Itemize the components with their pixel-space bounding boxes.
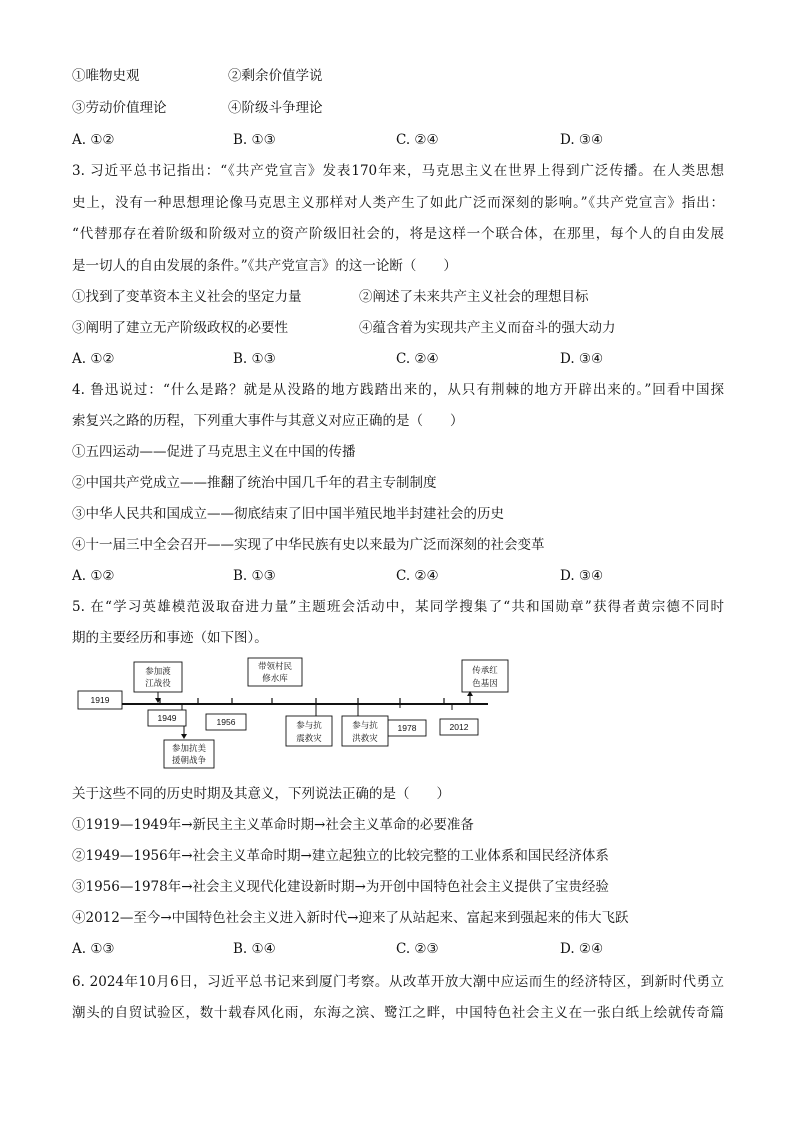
timeline-figure bbox=[72, 652, 512, 772]
event-red-gene-line-2: 色基因 bbox=[472, 678, 498, 688]
event-box-reservoir bbox=[248, 658, 302, 686]
q3-item-3: ③阐明了建立无产阶级政权的必要性 bbox=[72, 320, 288, 336]
q4-option-c: C. ②④ bbox=[396, 568, 439, 584]
event-box-crossing-river bbox=[134, 662, 182, 703]
year-box-1956 bbox=[206, 714, 246, 730]
year-1956: 1956 bbox=[216, 717, 236, 727]
q5-option-b: B. ①④ bbox=[233, 941, 276, 957]
q2-item-4: ④阶级斗争理论 bbox=[228, 100, 323, 116]
q2-option-c: C. ②④ bbox=[396, 132, 439, 148]
year-1949: 1949 bbox=[157, 713, 177, 723]
q4-item-4: ④十一届三中全会召开——实现了中华民族有史以来最为广泛而深刻的社会变革 bbox=[72, 537, 545, 553]
event-korean-war-line-2: 援朝战争 bbox=[171, 755, 207, 765]
year-1919: 1919 bbox=[90, 695, 110, 705]
q3-stem-line-2: 史上，没有一种思想理论像马克思主义那样对人类产生了如此广泛而深刻的影响。”《共产党宣言》指出： bbox=[72, 195, 724, 211]
q6-stem-line-2: 潮头的自贸试验区，数十载春风化雨，东海之滨、鹭江之畔，中国特色社会主义在一张白纸上绘就传奇篇 bbox=[72, 1005, 724, 1021]
q4-item-3: ③中华人民共和国成立——彻底结束了旧中国半殖民地半封建社会的历史 bbox=[72, 506, 504, 522]
event-box-earthquake-relief bbox=[286, 704, 332, 746]
q3-option-d: D. ③④ bbox=[560, 351, 604, 367]
event-box-flood-relief bbox=[342, 704, 388, 746]
year-box-1978 bbox=[388, 704, 426, 736]
q5-stem-line-1: 5. 在“学习英雄模范汲取奋进力量”主题班会活动中，某同学搜集了“共和国勋章”获得者黄宗德不同时 bbox=[72, 599, 724, 615]
q5-stem-line-2: 期的主要经历和事迹（如下图）。 bbox=[72, 630, 268, 646]
q3-item-1: ①找到了变革资本主义社会的坚定力量 bbox=[72, 289, 302, 305]
event-red-gene-line-1: 传承红 bbox=[472, 665, 498, 675]
q2-option-b: B. ①③ bbox=[233, 132, 276, 148]
q2-item-1: ①唯物史观 bbox=[72, 68, 140, 84]
q4-option-d: D. ③④ bbox=[560, 568, 604, 584]
q3-item-2: ②阐述了未来共产主义社会的理想目标 bbox=[359, 289, 589, 305]
event-crossing-river-line-1: 参加渡 bbox=[145, 666, 171, 676]
q2-item-2: ②剩余价值学说 bbox=[228, 68, 323, 84]
q4-stem-line-2: 索复兴之路的历程，下列重大事件与其意义对应正确的是（ ） bbox=[72, 413, 464, 429]
event-korean-war-line-1: 参加抗美 bbox=[171, 743, 207, 753]
q5-item-4: ④2012—至今→中国特色社会主义进入新时代→迎来了从站起来、富起来到强起来的伟大飞跃 bbox=[72, 910, 629, 926]
q4-option-b: B. ①③ bbox=[233, 568, 276, 584]
q4-item-2: ②中国共产党成立——推翻了统治中国几千年的君主专制制度 bbox=[72, 475, 437, 491]
q4-option-a: A. ①② bbox=[72, 568, 115, 584]
year-2012: 2012 bbox=[449, 722, 469, 732]
q3-option-a: A. ①② bbox=[72, 351, 115, 367]
event-box-red-gene bbox=[462, 660, 508, 704]
q4-item-1: ①五四运动——促进了马克思主义在中国的传播 bbox=[72, 444, 356, 460]
event-reservoir-line-2: 修水库 bbox=[262, 673, 288, 683]
q5-item-3: ③1956—1978年→社会主义现代化建设新时期→为开创中国特色社会主义提供了宝贵经验 bbox=[72, 879, 609, 895]
q3-stem-line-3: “代替那存在着阶级和阶级对立的资产阶级旧社会的，将是这样一个联合体，在那里，每个人的自由发展 bbox=[72, 226, 724, 242]
q5-option-c: C. ②③ bbox=[396, 941, 439, 957]
year-box-1919 bbox=[78, 691, 122, 709]
q3-option-b: B. ①③ bbox=[233, 351, 276, 367]
q6-stem-line-1: 6. 2024年10月6日，习近平总书记来到厦门考察。从改革开放大潮中应运而生的经济特区，到新时代勇立 bbox=[72, 974, 724, 990]
q5-option-d: D. ②④ bbox=[560, 941, 604, 957]
event-flood-relief-line-2: 洪救灾 bbox=[352, 733, 378, 743]
q5-item-1: ①1919—1949年→新民主主义革命时期→社会主义革命的必要准备 bbox=[72, 817, 474, 833]
year-box-2012 bbox=[440, 704, 478, 735]
event-flood-relief-line-1: 参与抗 bbox=[352, 720, 378, 730]
event-earthquake-relief-line-2: 震救灾 bbox=[296, 733, 322, 743]
q5-stem-question: 关于这些不同的历史时期及其意义，下列说法正确的是（ ） bbox=[72, 786, 450, 802]
event-reservoir-line-1: 带领村民 bbox=[257, 661, 293, 671]
q5-item-2: ②1949—1956年→社会主义革命时期→建立起独立的比较完整的工业体系和国民经济体系 bbox=[72, 848, 609, 864]
q2-item-3: ③劳动价值理论 bbox=[72, 100, 167, 116]
q3-item-4: ④蕴含着为实现共产主义而奋斗的强大动力 bbox=[359, 320, 616, 336]
event-earthquake-relief-line-1: 参与抗 bbox=[296, 720, 322, 730]
q2-option-a: A. ①② bbox=[72, 132, 115, 148]
q5-option-a: A. ①③ bbox=[72, 941, 115, 957]
q3-option-c: C. ②④ bbox=[396, 351, 439, 367]
q4-stem-line-1: 4. 鲁迅说过：“什么是路？就是从没路的地方践踏出来的，从只有荆棘的地方开辟出来的。”回看中国探 bbox=[72, 382, 724, 398]
q2-option-d: D. ③④ bbox=[560, 132, 604, 148]
year-box-1949 bbox=[148, 704, 186, 726]
event-crossing-river-line-2: 江战役 bbox=[145, 678, 171, 688]
year-1978: 1978 bbox=[397, 723, 417, 733]
q3-stem-line-4: 是一切人的自由发展的条件。”《共产党宣言》的这一论断（ ） bbox=[72, 258, 457, 274]
q3-stem-line-1: 3. 习近平总书记指出：“《共产党宣言》发表170年来，马克思主义在世界上得到广泛传播。在人类思想 bbox=[72, 163, 724, 179]
event-box-korean-war bbox=[164, 726, 214, 768]
